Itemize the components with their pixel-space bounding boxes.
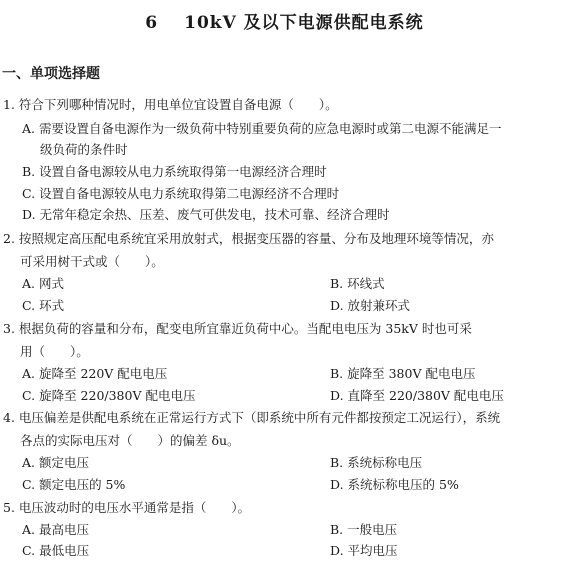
- question-2-option-c: C. 环式: [22, 298, 65, 313]
- question-5-option-d: D. 平均电压: [330, 543, 398, 558]
- question-4-option-c: C. 额定电压的 5%: [22, 477, 126, 492]
- question-5-option-a: A. 最高电压: [22, 522, 89, 537]
- question-2-option-a: A. 网式: [22, 276, 64, 291]
- question-2-option-d: D. 放射兼环式: [330, 298, 411, 313]
- question-4-option-d: D. 系统标称电压的 5%: [330, 477, 459, 492]
- question-2-stem-continued: 可采用树干式或（ ）。: [20, 254, 164, 269]
- question-1-option-d: D. 无常年稳定余热、压差、废气可供发电，技术可靠、经济合理时: [22, 207, 390, 222]
- question-4-stem: 4. 电压偏差是供配电系统在正常运行方式下（即系统中所有元件都按预定工况运行），系统: [3, 410, 501, 425]
- question-1-option-b: B. 设置自备电源较从电力系统取得第一电源经济合理时: [22, 164, 327, 179]
- question-5-option-c: C. 最低电压: [22, 543, 90, 558]
- section-title: 一、单项选择题: [2, 66, 100, 82]
- chapter-title: [0, 8, 569, 33]
- question-4-option-b: B. 系统标称电压: [330, 455, 423, 470]
- question-5-stem: 5. 电压波动时的电压水平通常是指（ ）。: [3, 500, 251, 515]
- question-3-option-b: B. 旋降至 380V 配电电压: [330, 366, 476, 381]
- question-2-option-b: B. 环线式: [330, 276, 385, 291]
- question-5-option-b: B. 一般电压: [330, 522, 398, 537]
- question-3-option-c: C. 旋降至 220/380V 配电电压: [22, 388, 196, 403]
- question-2-stem: 2. 按照规定高压配电系统宜采用放射式，根据变压器的容量、分布及地理环境等情况，亦: [3, 231, 494, 246]
- chapter-number: 6: [145, 13, 159, 33]
- question-3-stem: 3. 根据负荷的容量和分布，配变电所宜靠近负荷中心。当配电电压为 35kV 时也可采: [3, 321, 472, 336]
- question-1-stem: 1. 符合下列哪种情况时，用电单位宜设置自备电源（ ）。: [3, 97, 338, 112]
- question-3-option-d: D. 直降至 220/380V 配电电压: [330, 388, 504, 403]
- question-3-option-a: A. 旋降至 220V 配电电压: [22, 366, 168, 381]
- chapter-title-text: 10kV 及以下电源供配电系统: [184, 13, 424, 33]
- question-1-option-a: A. 需要设置自备电源作为一级负荷中特别重要负荷的应急电源时或第二电源不能满足一: [22, 121, 502, 136]
- question-1-option-c: C. 设置自备电源较从电力系统取得第二电源经济不合理时: [22, 186, 340, 201]
- question-4-stem-continued: 各点的实际电压对（ ）的偏差 δu。: [20, 433, 240, 448]
- question-4-option-a: A. 额定电压: [22, 455, 89, 470]
- question-3-stem-continued: 用（ ）。: [20, 344, 89, 359]
- question-1-option-a-continued: 级负荷的条件时: [40, 142, 128, 157]
